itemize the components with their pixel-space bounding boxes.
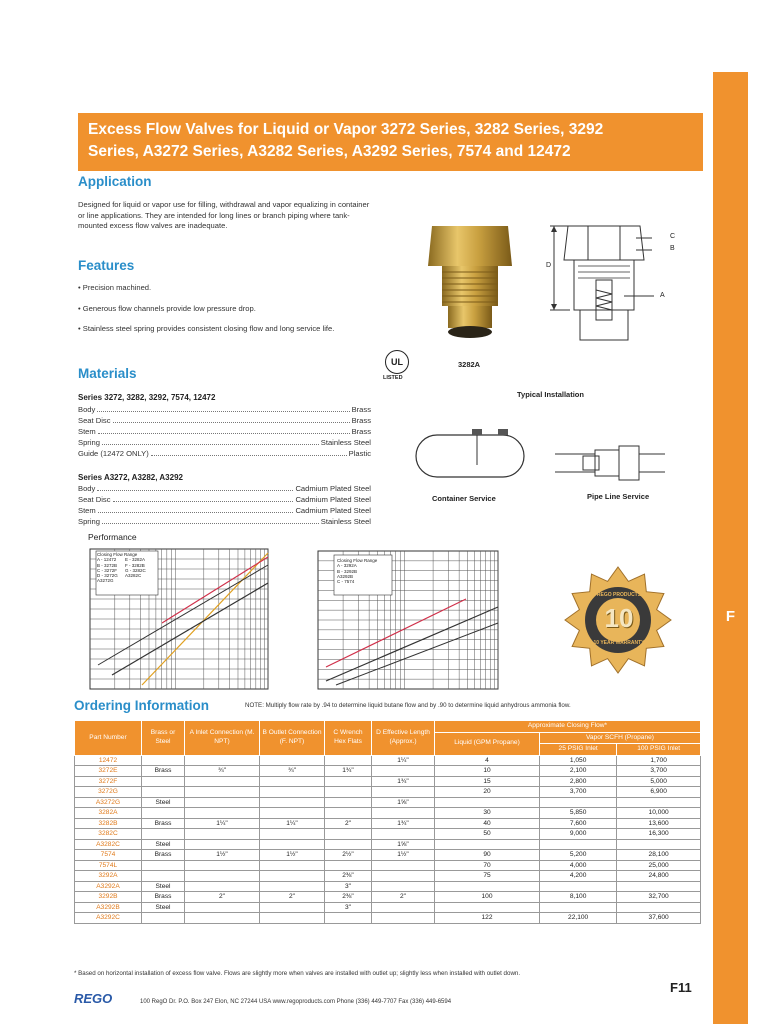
material-row: Spring Stainless Steel [78,438,371,447]
liquid-flow-cell: 75 [435,871,540,882]
outlet-cell: 1¼" [260,818,325,829]
vapor-25-cell [540,881,617,892]
liquid-flow-cell: 90 [435,850,540,861]
vapor-100-cell: 5,000 [617,776,701,787]
inlet-cell: ¾" [185,766,260,777]
chart2-legend-item: A3292B [337,573,354,579]
vapor-100-cell: 32,700 [617,892,701,903]
inlet-cell [185,797,260,808]
page-title-line1: Excess Flow Valves for Liquid or Vapor 3272 Series, 3282 Series, 3292 [88,121,604,138]
outlet-cell [260,860,325,871]
valve-product-photo [420,218,520,350]
vapor-100-cell: 10,000 [617,808,701,819]
material-cell: Brass [142,766,185,777]
material-row: Stem Cadmium Plated Steel [78,506,371,515]
chart1-legend-item: E - 3282A [125,557,146,563]
inlet-cell [185,776,260,787]
inlet-cell [185,860,260,871]
part-number-cell: 3272E [75,766,142,777]
length-cell: 1¼" [372,755,435,766]
page-title [78,113,703,171]
part-number-cell: 3272F [75,776,142,787]
material-row: Stem Brass [78,427,371,436]
chart1-legend-title: Closing Flow Range [97,552,138,557]
vapor-100-cell: 28,100 [617,850,701,861]
valve-cross-section-diagram [540,220,670,350]
container-service-label: Container Service [432,494,496,503]
hex-cell [325,839,372,850]
hex-cell [325,787,372,798]
part-number-cell: A3272G [75,797,142,808]
hex-cell: 2½" [325,850,372,861]
length-cell [372,787,435,798]
hex-cell [325,776,372,787]
vapor-100-cell [617,902,701,913]
part-number-cell: A3292B [75,902,142,913]
col-header-a: A Inlet Connection (M. NPT) [185,721,260,756]
chart2-legend-item: B - 3292B [337,568,358,574]
outlet-cell [260,776,325,787]
outlet-cell [260,913,325,924]
hex-cell: 2" [325,818,372,829]
material-cell [142,871,185,882]
hex-cell: 1¾" [325,766,372,777]
hex-cell [325,755,372,766]
length-cell [372,766,435,777]
outlet-cell [260,808,325,819]
part-number-cell: 3272G [75,787,142,798]
container-service-illustration [410,425,530,485]
vapor-100-cell: 6,900 [617,787,701,798]
length-cell [372,808,435,819]
footer-address: 100 RegO Dr. P.O. Box 247 Elon, NC 27244 USA www.regoproducts.com Phone (336) 449-7707 Fax (336) 449-6594 [140,999,452,1005]
vapor-25-cell: 5,200 [540,850,617,861]
material-cell [142,913,185,924]
materials-group1-title: Series 3272, 3282, 3292, 7574, 12472 [78,393,216,402]
feature-item: • Stainless steel spring provides consistent closing flow and long service life. [78,324,335,333]
table-row [75,797,701,808]
material-cell: Brass [142,892,185,903]
page-title-line2: Series, A3272 Series, A3282 Series, A3292 Series, 7574 and 12472 [88,143,571,160]
liquid-flow-cell: 15 [435,776,540,787]
liquid-flow-cell [435,902,540,913]
material-cell [142,808,185,819]
material-row: Spring Stainless Steel [78,517,371,526]
vapor-25-cell: 22,100 [540,913,617,924]
part-number-cell: 3292B [75,892,142,903]
liquid-flow-cell: 10 [435,766,540,777]
vapor-25-cell: 1,050 [540,755,617,766]
hex-cell [325,913,372,924]
col-header-c: C Wrench Hex Flats [325,721,372,756]
page-number: F11 [670,980,692,995]
vapor-100-cell: 24,800 [617,871,701,882]
table-row [75,818,701,829]
application-heading: Application [78,174,152,189]
table-row [75,871,701,882]
material-cell [142,787,185,798]
length-cell [372,881,435,892]
table-row [75,913,701,924]
vapor-25-cell: 4,200 [540,871,617,882]
length-cell: 1¾" [372,776,435,787]
chart2-legend [337,558,393,584]
material-row: Guide (12472 ONLY) Plastic [78,449,371,458]
section-sidebar [713,72,748,1024]
outlet-cell [260,881,325,892]
part-number-cell: 3282B [75,818,142,829]
dimension-label-d: D [546,262,552,269]
material-cell [142,755,185,766]
material-cell: Steel [142,881,185,892]
col-header-vapor: Vapor SCFH (Propane) [540,732,701,744]
materials-heading: Materials [78,366,137,381]
table-row [75,766,701,777]
part-number-cell: A3282C [75,839,142,850]
hex-cell: 2⅜" [325,871,372,882]
materials-group2-title: Series A3272, A3282, A3292 [78,473,183,482]
dimension-label-c: C [670,233,676,240]
chart1-legend-item: F - 3282B [125,562,145,568]
vapor-100-cell [617,839,701,850]
features-heading: Features [78,258,135,273]
outlet-cell [260,755,325,766]
inlet-cell [185,881,260,892]
liquid-flow-cell: 50 [435,829,540,840]
warranty-badge-top-text: REGO PRODUCTS [596,592,642,598]
chart2-legend-item: A - 3292A [337,563,357,569]
pipe-line-service-illustration [555,442,665,482]
hex-cell [325,797,372,808]
warranty-badge-number: 10 [604,603,634,633]
chart1-legend-item: B - 3272B [97,562,118,568]
vapor-25-cell [540,902,617,913]
vapor-25-cell: 4,000 [540,860,617,871]
length-cell [372,913,435,924]
outlet-cell [260,797,325,808]
hex-cell [325,860,372,871]
ordering-note: NOTE: Multiply flow rate by .94 to determine liquid butane flow and by .90 to determine liquid anhydrous ammonia flow. [245,702,571,709]
material-cell: Brass [142,818,185,829]
col-header-closing-flow: Approximate Closing Flow* [435,721,701,733]
material-row: Seat Disc Brass [78,416,371,425]
col-header-d: D Effective Length (Approx.) [372,721,435,756]
ul-listed-icon [385,350,409,374]
inlet-cell [185,829,260,840]
length-cell: 1⅝" [372,797,435,808]
part-number-cell: 3282A [75,808,142,819]
dimension-label-b: B [670,245,675,252]
part-number-cell: A3292C [75,913,142,924]
col-header-material: Brass or Steel [142,721,185,756]
chart1-legend-item: A3282C [125,573,142,579]
material-cell [142,829,185,840]
part-number-cell: 3282C [75,829,142,840]
material-cell [142,776,185,787]
liquid-flow-cell: 20 [435,787,540,798]
length-cell [372,860,435,871]
inlet-cell [185,913,260,924]
outlet-cell [260,902,325,913]
length-cell: 1¾" [372,818,435,829]
col-header-100psig: 100 PSIG Inlet [617,744,701,756]
liquid-flow-cell [435,797,540,808]
pipe-line-service-label: Pipe Line Service [587,492,650,501]
chart1-legend-item: G - 3282C [125,567,146,573]
vapor-25-cell: 2,100 [540,766,617,777]
liquid-flow-cell: 100 [435,892,540,903]
col-header-liquid: Liquid (GPM Propane) [435,732,540,755]
part-number-cell: 3292A [75,871,142,882]
ul-mark-text: UL [391,357,403,367]
inlet-cell [185,902,260,913]
liquid-flow-cell: 4 [435,755,540,766]
vapor-100-cell [617,881,701,892]
table-row [75,755,701,766]
ordering-footnote: * Based on horizontal installation of excess flow valve. Flows are slightly more when valves are installed with outlet up; slightly less when installed with outlet down. [74,970,521,977]
chart1-legend-item: A - 12472 [97,557,117,563]
part-number-cell: 7574L [75,860,142,871]
hex-cell: 3" [325,881,372,892]
table-row [75,902,701,913]
liquid-flow-cell: 40 [435,818,540,829]
vapor-100-cell: 25,000 [617,860,701,871]
chart2-legend-item: C - 7574 [337,579,355,585]
vapor-100-cell: 3,700 [617,766,701,777]
outlet-cell [260,829,325,840]
table-row [75,839,701,850]
hex-cell [325,829,372,840]
length-cell [372,902,435,913]
feature-item: • Generous flow channels provide low pressure drop. [78,304,256,313]
chart2-legend-title: Closing Flow Range [337,558,378,563]
table-row [75,892,701,903]
material-row: Body Cadmium Plated Steel [78,484,371,493]
length-cell: 1⅝" [372,839,435,850]
liquid-flow-cell [435,839,540,850]
table-row [75,787,701,798]
material-cell [142,860,185,871]
length-cell: 1½" [372,850,435,861]
inlet-cell [185,808,260,819]
liquid-flow-cell: 122 [435,913,540,924]
section-tab-letter: F [725,608,736,625]
outlet-cell [260,871,325,882]
material-cell: Steel [142,797,185,808]
product-caption: 3282A [458,360,481,369]
hex-cell: 3" [325,902,372,913]
chart1-legend [97,552,157,584]
col-header-25psig: 25 PSIG Inlet [540,744,617,756]
outlet-cell: 2" [260,892,325,903]
table-row [75,829,701,840]
vapor-25-cell [540,839,617,850]
liquid-flow-cell: 30 [435,808,540,819]
length-cell [372,871,435,882]
material-row: Body Brass [78,405,371,414]
vapor-100-cell: 13,600 [617,818,701,829]
table-row [75,860,701,871]
material-cell: Steel [142,839,185,850]
outlet-cell [260,839,325,850]
vapor-25-cell: 8,100 [540,892,617,903]
part-number-cell: 7574 [75,850,142,861]
vapor-25-cell: 5,850 [540,808,617,819]
vapor-25-cell [540,797,617,808]
length-cell [372,829,435,840]
table-row [75,776,701,787]
inlet-cell: 1½" [185,850,260,861]
warranty-badge-bottom-text: 10 YEAR WARRANTY [593,640,645,646]
performance-heading: Performance [88,532,137,542]
inlet-cell [185,787,260,798]
col-header-b: B Outlet Connection (F. NPT) [260,721,325,756]
inlet-cell: 2" [185,892,260,903]
col-header-part: Part Number [75,721,142,756]
table-row [75,808,701,819]
vapor-25-cell: 2,800 [540,776,617,787]
hex-cell [325,808,372,819]
outlet-cell: 1½" [260,850,325,861]
installation-heading: Typical Installation [517,390,584,399]
chart1-legend-item: A3272G [97,578,114,584]
vapor-25-cell: 7,600 [540,818,617,829]
vapor-100-cell: 16,300 [617,829,701,840]
part-number-cell: 12472 [75,755,142,766]
vapor-100-cell [617,797,701,808]
length-cell: 2" [372,892,435,903]
liquid-flow-cell: 70 [435,860,540,871]
performance-chart-2 [306,547,501,695]
vapor-25-cell: 9,000 [540,829,617,840]
ordering-table [74,720,701,924]
table-row [75,850,701,861]
ul-listed-label: LISTED [383,375,403,381]
material-row: Seat Disc Cadmium Plated Steel [78,495,371,504]
outlet-cell: ¾" [260,766,325,777]
inlet-cell [185,755,260,766]
hex-cell: 2⅜" [325,892,372,903]
vapor-100-cell: 1,700 [617,755,701,766]
table-row [75,881,701,892]
inlet-cell [185,839,260,850]
chart1-legend-item: D - 3272G [97,573,118,579]
inlet-cell [185,871,260,882]
ordering-heading: Ordering Information [74,698,209,713]
rego-logo: REGO [74,991,113,1006]
chart1-legend-item: C - 3272F [97,567,118,573]
outlet-cell [260,787,325,798]
part-number-cell: A3292A [75,881,142,892]
inlet-cell: 1¼" [185,818,260,829]
material-cell: Steel [142,902,185,913]
vapor-100-cell: 37,600 [617,913,701,924]
feature-item: • Precision machined. [78,283,152,292]
dimension-label-a: A [660,292,665,299]
vapor-25-cell: 3,700 [540,787,617,798]
application-text: Designed for liquid or vapor use for filling, withdrawal and vapor equalizing in container or line applications. They are intended for long lines or branch piping where tank-mounted excess flow valves are inadequate. [78,200,370,230]
material-cell: Brass [142,850,185,861]
liquid-flow-cell [435,881,540,892]
